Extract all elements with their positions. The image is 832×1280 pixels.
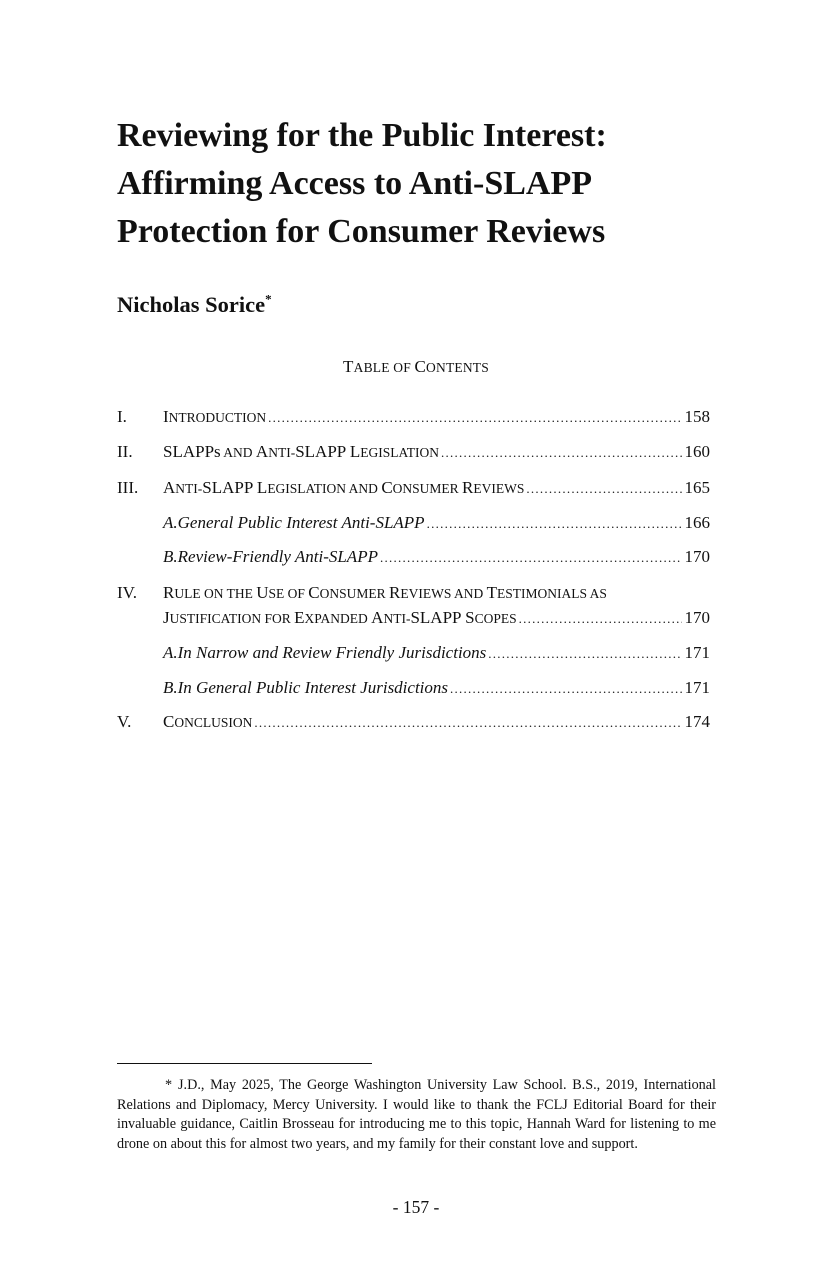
toc-leader-dots bbox=[254, 709, 681, 736]
toc-entry-review-friendly[interactable] bbox=[117, 544, 710, 570]
toc-letter: B. bbox=[163, 547, 178, 566]
toc-entry-introduction[interactable] bbox=[117, 404, 710, 430]
toc-label: ANTI-SLAPP LEGISLATION AND CONSUMER REVIEWS bbox=[163, 478, 525, 497]
title-line: Affirming Access to Anti-SLAPP bbox=[117, 165, 593, 202]
footnote-mark: * bbox=[165, 1077, 173, 1093]
toc-leader-dots bbox=[488, 640, 681, 667]
toc-label: SLAPPs AND ANTI-SLAPP LEGISLATION bbox=[163, 442, 439, 461]
author-name bbox=[117, 285, 272, 325]
toc-page: 171 bbox=[684, 643, 710, 662]
toc-letter: A. bbox=[163, 513, 178, 532]
toc-page: 160 bbox=[684, 442, 710, 461]
toc-label: In Narrow and Review Friendly Jurisdictions bbox=[177, 643, 487, 662]
author-name-text: Nicholas Sorice bbox=[117, 292, 266, 317]
toc-number: V. bbox=[117, 712, 132, 731]
toc-leader-dots bbox=[380, 544, 682, 571]
toc-page: 170 bbox=[684, 608, 710, 627]
toc-label: CONCLUSION bbox=[163, 712, 253, 731]
toc-number: II. bbox=[117, 442, 133, 461]
toc-page: 174 bbox=[684, 712, 710, 731]
footnote bbox=[117, 1076, 716, 1154]
footnote-text: J.D., May 2025, The George Washington University Law School. B.S., 2019, International Relations and Diplomacy, Mercy University. I would like to thank the FCLJ Editorial Board for their invaluable guidance, Caitlin Brosseau for introducing me to this topic, Hannah Ward for listening to me drone on about this for almost two years, and my family for their constant love and support. bbox=[117, 1077, 716, 1152]
toc-leader-dots bbox=[450, 675, 681, 702]
footnote-divider bbox=[117, 1063, 372, 1064]
toc-leader-dots bbox=[519, 605, 682, 632]
toc-entry-rule-consumer-reviews-cont[interactable] bbox=[117, 605, 710, 631]
toc-number: IV. bbox=[117, 583, 137, 602]
toc-page: 166 bbox=[684, 513, 710, 532]
toc-heading: TABLE OF CONTENTS bbox=[343, 357, 489, 376]
toc-label-line1: RULE ON THE USE OF CONSUMER REVIEWS AND TESTIMONIALS AS bbox=[163, 583, 607, 602]
toc-page: 158 bbox=[684, 407, 710, 426]
article-title bbox=[117, 112, 757, 256]
toc-entry-rule-consumer-reviews[interactable] bbox=[117, 580, 710, 606]
toc-page: 171 bbox=[684, 678, 710, 697]
toc-label: In General Public Interest Jurisdictions bbox=[177, 678, 449, 697]
toc-leader-dots bbox=[526, 475, 681, 502]
toc-label: General Public Interest Anti-SLAPP bbox=[177, 513, 425, 532]
toc-entry-general-jurisdictions[interactable] bbox=[117, 675, 710, 701]
author-footnote-mark[interactable]: * bbox=[265, 291, 272, 307]
toc-leader-dots bbox=[268, 404, 681, 431]
toc-entry-legislation-consumer-reviews[interactable] bbox=[117, 475, 710, 501]
toc-leader-dots bbox=[441, 439, 682, 466]
toc-label: Review-Friendly Anti-SLAPP bbox=[177, 547, 378, 566]
title-line: Protection for Consumer Reviews bbox=[117, 213, 606, 250]
page-number: - 157 - bbox=[392, 1197, 440, 1217]
toc-leader-dots bbox=[427, 510, 682, 537]
toc-label: INTRODUCTION bbox=[163, 407, 267, 426]
toc-letter: A. bbox=[163, 643, 178, 662]
toc-number: I. bbox=[117, 407, 127, 426]
toc-entry-narrow-jurisdictions[interactable] bbox=[117, 640, 710, 666]
toc-label-line2: JUSTIFICATION FOR EXPANDED ANTI-SLAPP SCOPES bbox=[163, 608, 517, 627]
toc-page: 165 bbox=[684, 478, 710, 497]
toc-number: III. bbox=[117, 478, 139, 497]
toc-entry-general-public-interest[interactable] bbox=[117, 510, 710, 536]
toc-entry-slapps[interactable] bbox=[117, 439, 710, 465]
toc-page: 170 bbox=[684, 547, 710, 566]
title-line: Reviewing for the Public Interest: bbox=[117, 117, 607, 154]
toc-entry-conclusion[interactable] bbox=[117, 709, 710, 735]
toc-letter: B. bbox=[163, 678, 178, 697]
